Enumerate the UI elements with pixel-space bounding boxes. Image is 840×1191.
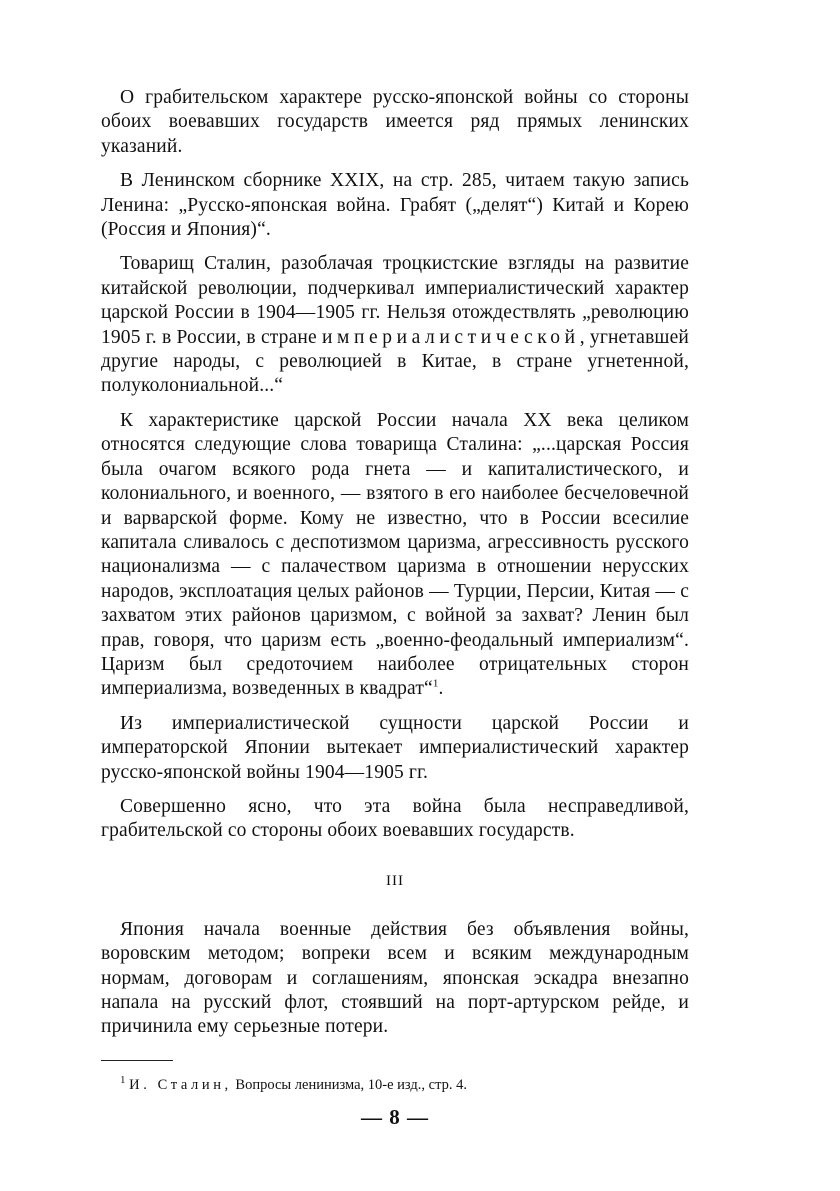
footnote-marker: 1 <box>120 1073 126 1086</box>
section-number: III <box>386 872 404 889</box>
paragraph-5: Из империалистической сущности царской России и императорской Японии вытекает империалистический характер русско-японской войны 1904—1905 гг. <box>101 712 689 783</box>
footnote-author: И. Сталин, <box>129 1076 232 1093</box>
footnote-divider <box>101 1060 173 1061</box>
footnote-reference: 1 <box>432 677 439 690</box>
paragraph-3 <box>101 252 689 398</box>
book-page <box>101 86 689 1130</box>
paragraph-7: Япония начала военные действия без объявления войны, воровским методом; вопреки всем и всяким международным нормам, договорам и соглашениям, японская эскадра внезапно напала на русский флот, стоявший на порт-артурском рейде, и причинила ему серьезные потери. <box>101 918 689 1038</box>
paragraph-4-text: К характеристике царской России начала XX века целиком относятся следующие слова товарища Сталина: „...царская Россия была очагом всякого рода гнета — и капиталистического, и колониального, и военного, — взятого в его наиболее бесчеловечной и варварской форме. Кому не известно, что в России всесилие капитала сливалось с деспотизмом царизма, агрессивность русского национализма — с палачеством царизма в отношении нерусских народов, эксплоатация целых районов — Турции, Персии, Китая — с захватом этих районов царизмом, с войной за захват? Ленин был прав, говоря, что царизм есть „военно-феодальный империализм“. Царизм был средоточием наиболее отрицательных сторон империализма, возведенных в квадрат“ <box>101 409 689 700</box>
paragraph-3-text-a: Товарищ Сталин, разоблачая троцкистские взгляды на развитие китайской революции, подчеркивал империалистический характер царской России в 1904—1905 гг. Нельзя отождествлять „революцию 1905 г. в России, в стране <box>101 253 689 348</box>
paragraph-4-end: . <box>438 678 444 700</box>
page-number: — 8 — <box>361 1104 429 1129</box>
paragraph-4 <box>101 409 689 702</box>
footnote <box>101 1073 689 1095</box>
paragraph-2: В Ленинском сборнике XXIX, на стр. 285, читаем такую запись Ленина: „Русско-японская война. Грабят („делят“) Китай и Корею (Россия и Япония)“. <box>101 170 689 241</box>
paragraph-6: Совершенно ясно, что эта война была несправедливой, грабительской со стороны обоих воевавших государств. <box>101 795 689 842</box>
footnote-text: Вопросы ленинизма, 10-е изд., стр. 4. <box>231 1076 467 1093</box>
paragraph-3-text-b: , угнетавшей другие народы, с революцией в Китае, в стране угнетенной, полуколониальной...“ <box>101 326 689 397</box>
paragraph-1: О грабительском характере русско-японской войны со стороны обоих воевавших государств имеется ряд прямых ленинских указаний. <box>101 87 689 157</box>
emphasized-word: империалистической <box>321 326 580 348</box>
